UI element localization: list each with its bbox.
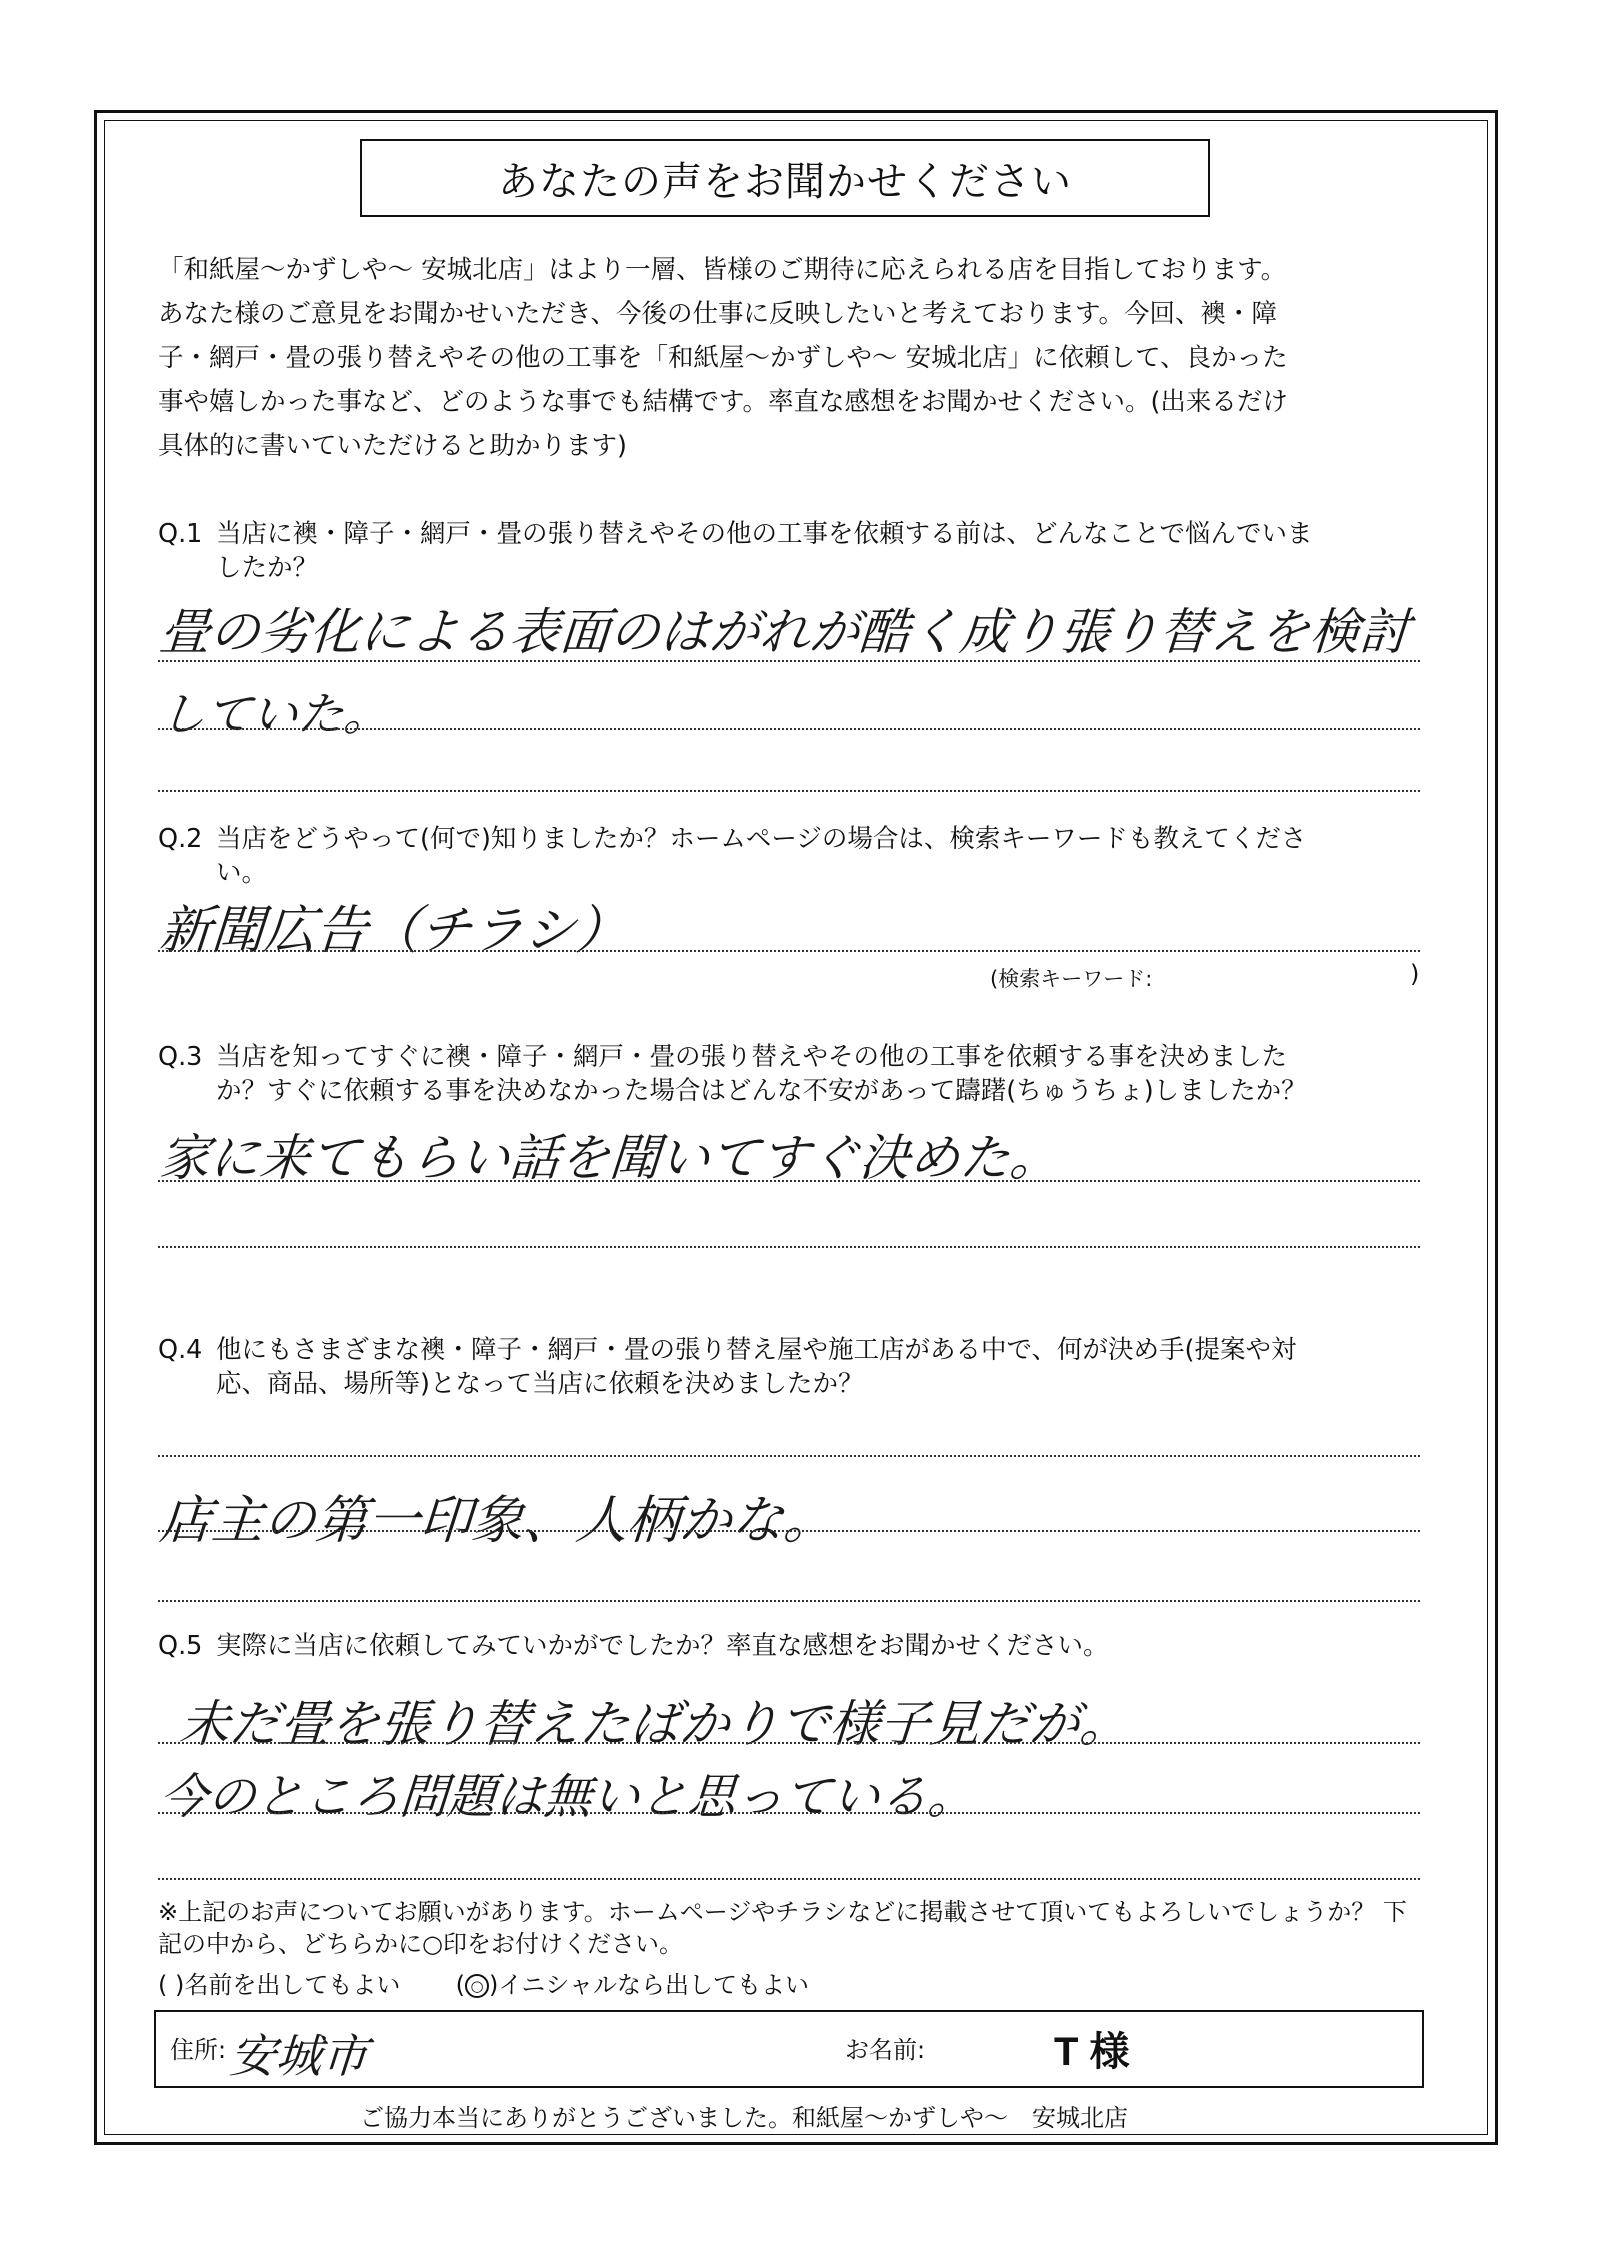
question-text: い。 (216, 858, 268, 888)
option-initial-allowed[interactable] (456, 1965, 809, 2000)
answer-line (158, 1530, 1420, 1532)
option-name-allowed[interactable]: ( )名前を出してもよい (158, 1971, 401, 1999)
answer-line (158, 660, 1420, 662)
address-label: 住所: (170, 2036, 227, 2064)
question-5 (158, 1629, 1109, 1663)
permission-note (158, 1896, 1407, 1960)
permission-options (158, 1965, 809, 2000)
option-initial-label: )イニシャルなら出してもよい (489, 1971, 809, 1999)
answer-1-line-2: していた。 (157, 687, 392, 741)
permission-note-line: 記の中から、どちらかに○印をお付けください。 (158, 1930, 683, 1958)
question-text: か？すぐに依頼する事を決めなかった場合はどんな不安があって躊躇(ちゅうちょ)しましたか？ (216, 1076, 1307, 1106)
question-number: Q.3 (158, 1042, 203, 1072)
page-title: あなたの声をお聞かせください (360, 139, 1210, 217)
name-label: お名前: (845, 2036, 926, 2064)
question-1 (158, 517, 1313, 585)
selected-circle-mark: ○ (465, 1974, 489, 1998)
question-3 (158, 1040, 1307, 1108)
intro-line: 事や嬉しかった事など、どのような事でも結構です。率直な感想をお聞かせください。(出来るだけ (158, 387, 1288, 417)
search-keyword-close: ) (1410, 960, 1420, 988)
question-text: 応、商品、場所等)となって当店に依頼を決めましたか？ (216, 1369, 864, 1399)
question-text: 当店に襖・障子・網戸・畳の張り替えやその他の工事を依頼する前は、どんなことで悩んでいま (216, 519, 1313, 549)
question-2 (158, 822, 1306, 890)
question-text: 実際に当店に依頼してみていかがでしたか？率直な感想をお聞かせください。 (216, 1631, 1109, 1661)
answer-3-line-1: 家に来てもらい話を聞いてすぐ決めた。 (157, 1129, 1062, 1187)
question-text: 当店を知ってすぐに襖・障子・網戸・畳の張り替えやその他の工事を依頼する事を決めました (216, 1042, 1288, 1072)
answer-line (158, 1600, 1420, 1602)
permission-note-line: ※上記のお声についてお願いがあります。ホームページやチラシなどに掲載させて頂いてもよろしいでしょうか？ 下 (158, 1898, 1407, 1926)
question-number: Q.2 (158, 824, 203, 854)
question-4 (158, 1333, 1296, 1401)
intro-line: 子・網戸・畳の張り替えやその他の工事を「和紙屋～かずしや～ 安城北店」に依頼して、良かった (158, 343, 1288, 373)
question-number: Q.1 (158, 519, 203, 549)
answer-line (158, 728, 1420, 730)
answer-2-line-1: 新聞広告（チラシ） (157, 901, 630, 961)
intro-text (158, 248, 1458, 468)
question-text: 他にもさまざまな襖・障子・網戸・畳の張り替え屋や施工店がある中で、何が決め手(提案や対 (216, 1335, 1297, 1365)
answer-line (158, 790, 1420, 792)
question-number: Q.4 (158, 1335, 203, 1365)
answer-line (158, 1742, 1420, 1744)
answer-5-line-2: 今のところ問題は無いと思っている。 (157, 1769, 978, 1825)
question-text: したか？ (216, 553, 319, 583)
answer-1-line-1: 畳の劣化による表面のはがれが酷く成り張り替えを検討 (157, 603, 1412, 661)
intro-line: あなた様のご意見をお聞かせいただき、今後の仕事に反映したいと考えております。今回、襖・障 (158, 299, 1277, 329)
option-initial-prefix: ( (455, 1971, 466, 1999)
answer-5-line-1: 未だ畳を張り替えたばかりで様子見だが。 (177, 1695, 1132, 1753)
answer-4-line-1: 店主の第一印象、人柄かな。 (157, 1491, 838, 1551)
answer-line (158, 1180, 1420, 1182)
answer-line (158, 950, 1420, 952)
answer-line (158, 1878, 1420, 1880)
question-text: 当店をどうやって(何で)知りましたか？ホームページの場合は、検索キーワードも教えてくださ (216, 824, 1307, 854)
answer-line (158, 1455, 1420, 1457)
name-value: T 様 (1054, 2030, 1130, 2074)
footer-thanks: ご協力本当にありがとうございました。和紙屋～かずしや～ 安城北店 (360, 2104, 1128, 2132)
question-number: Q.5 (158, 1631, 203, 1661)
address-value: 安城市 (227, 2029, 370, 2083)
answer-line (158, 1812, 1420, 1814)
intro-line: 「和紙屋～かずしや～ 安城北店」はより一層、皆様のご期待に応えられる店を目指しております。 (158, 255, 1287, 285)
answer-line (158, 1246, 1420, 1248)
intro-line: 具体的に書いていただけると助かります) (158, 431, 627, 461)
search-keyword-label: (検索キーワード: (990, 967, 1153, 991)
